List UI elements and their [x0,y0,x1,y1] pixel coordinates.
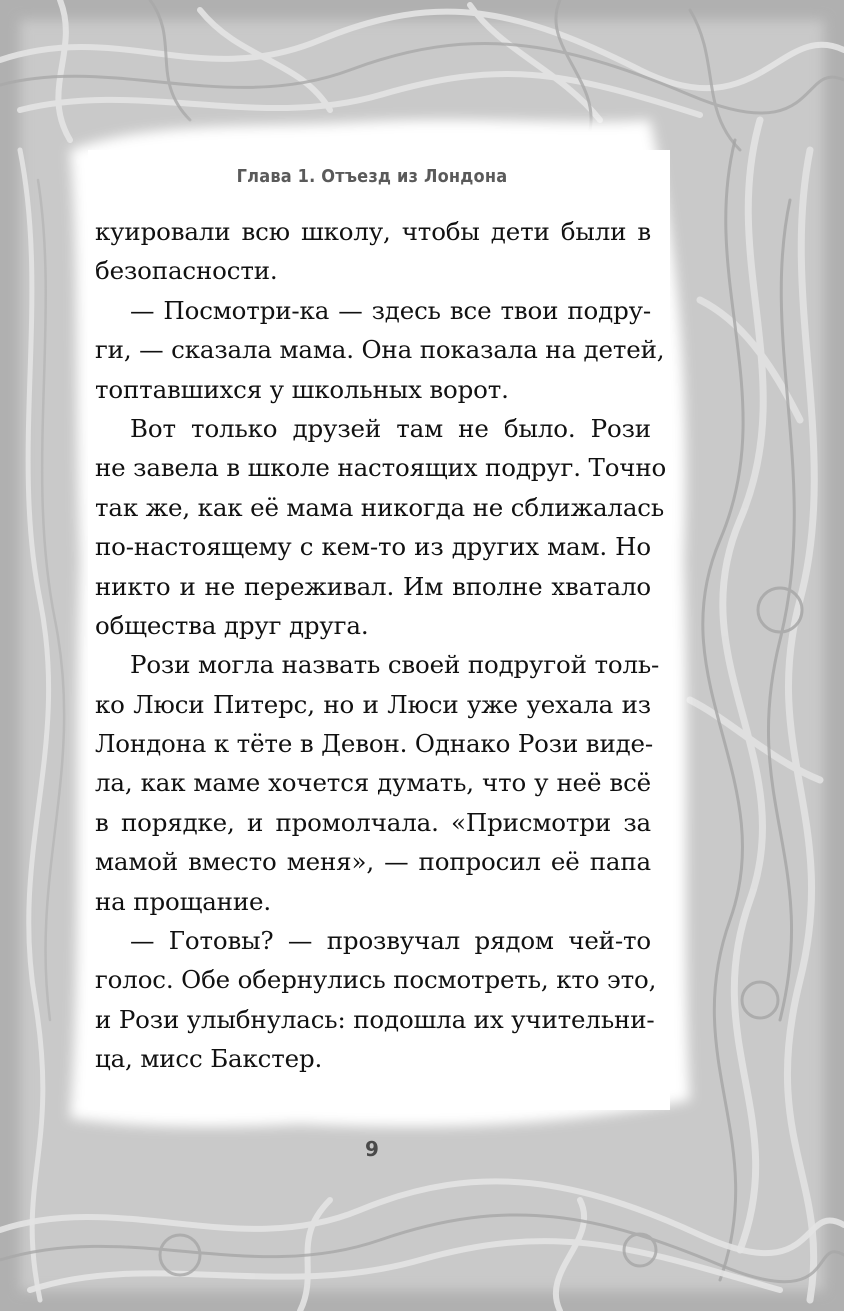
text-line: безопасности. [95,256,278,286]
text-line: куировали всю школу, чтобы дети были в [95,217,651,246]
page-number: 9 [365,1137,379,1161]
text-line: в порядке, и промолчала. «Присмотри за [95,807,651,837]
text-line: по-настоящему с кем-то из других мам. Но [95,532,651,562]
text-line: Вот только друзей там не было. Рози [130,413,651,443]
body-text [95,212,667,1079]
text-line: никто и не переживал. Им вполне хватало [95,571,651,601]
text-line: ги, — сказала мама. Она показала на детей, [95,335,665,365]
text-line: ла, как маме хочется думать, что у неё всё [95,768,651,798]
text-line: — Готовы? — прозвучал рядом чей-то [130,926,651,956]
text-line: Лондона к тёте в Девон. Однако Рози виде- [95,729,654,759]
text-line: — Посмотри-ка — здесь все твои подру- [130,295,651,325]
text-line: мамой вместо меня», — попросил её папа [95,847,651,877]
text-line: не завела в школе настоящих подруг. Точно [95,453,667,483]
text-line: ко Люси Питерс, но и Люси уже уехала из [95,689,651,719]
text-line: и Рози улыбнулась: подошла их учительни- [95,1004,655,1034]
text-line: Рози могла назвать своей подругой толь- [130,650,660,680]
text-line: так же, как её мама никогда не сближалась [95,492,665,522]
text-line: топтавшихся у школьных ворот. [95,374,509,404]
text-line: общества друг друга. [95,610,369,640]
text-line: ца, мисс Бакстер. [95,1044,323,1074]
text-line: на прощание. [95,886,272,916]
running-head: Глава 1. Отъезд из Лондона [236,166,508,187]
text-line: голос. Обе обернулись посмотреть, кто это, [95,965,657,995]
